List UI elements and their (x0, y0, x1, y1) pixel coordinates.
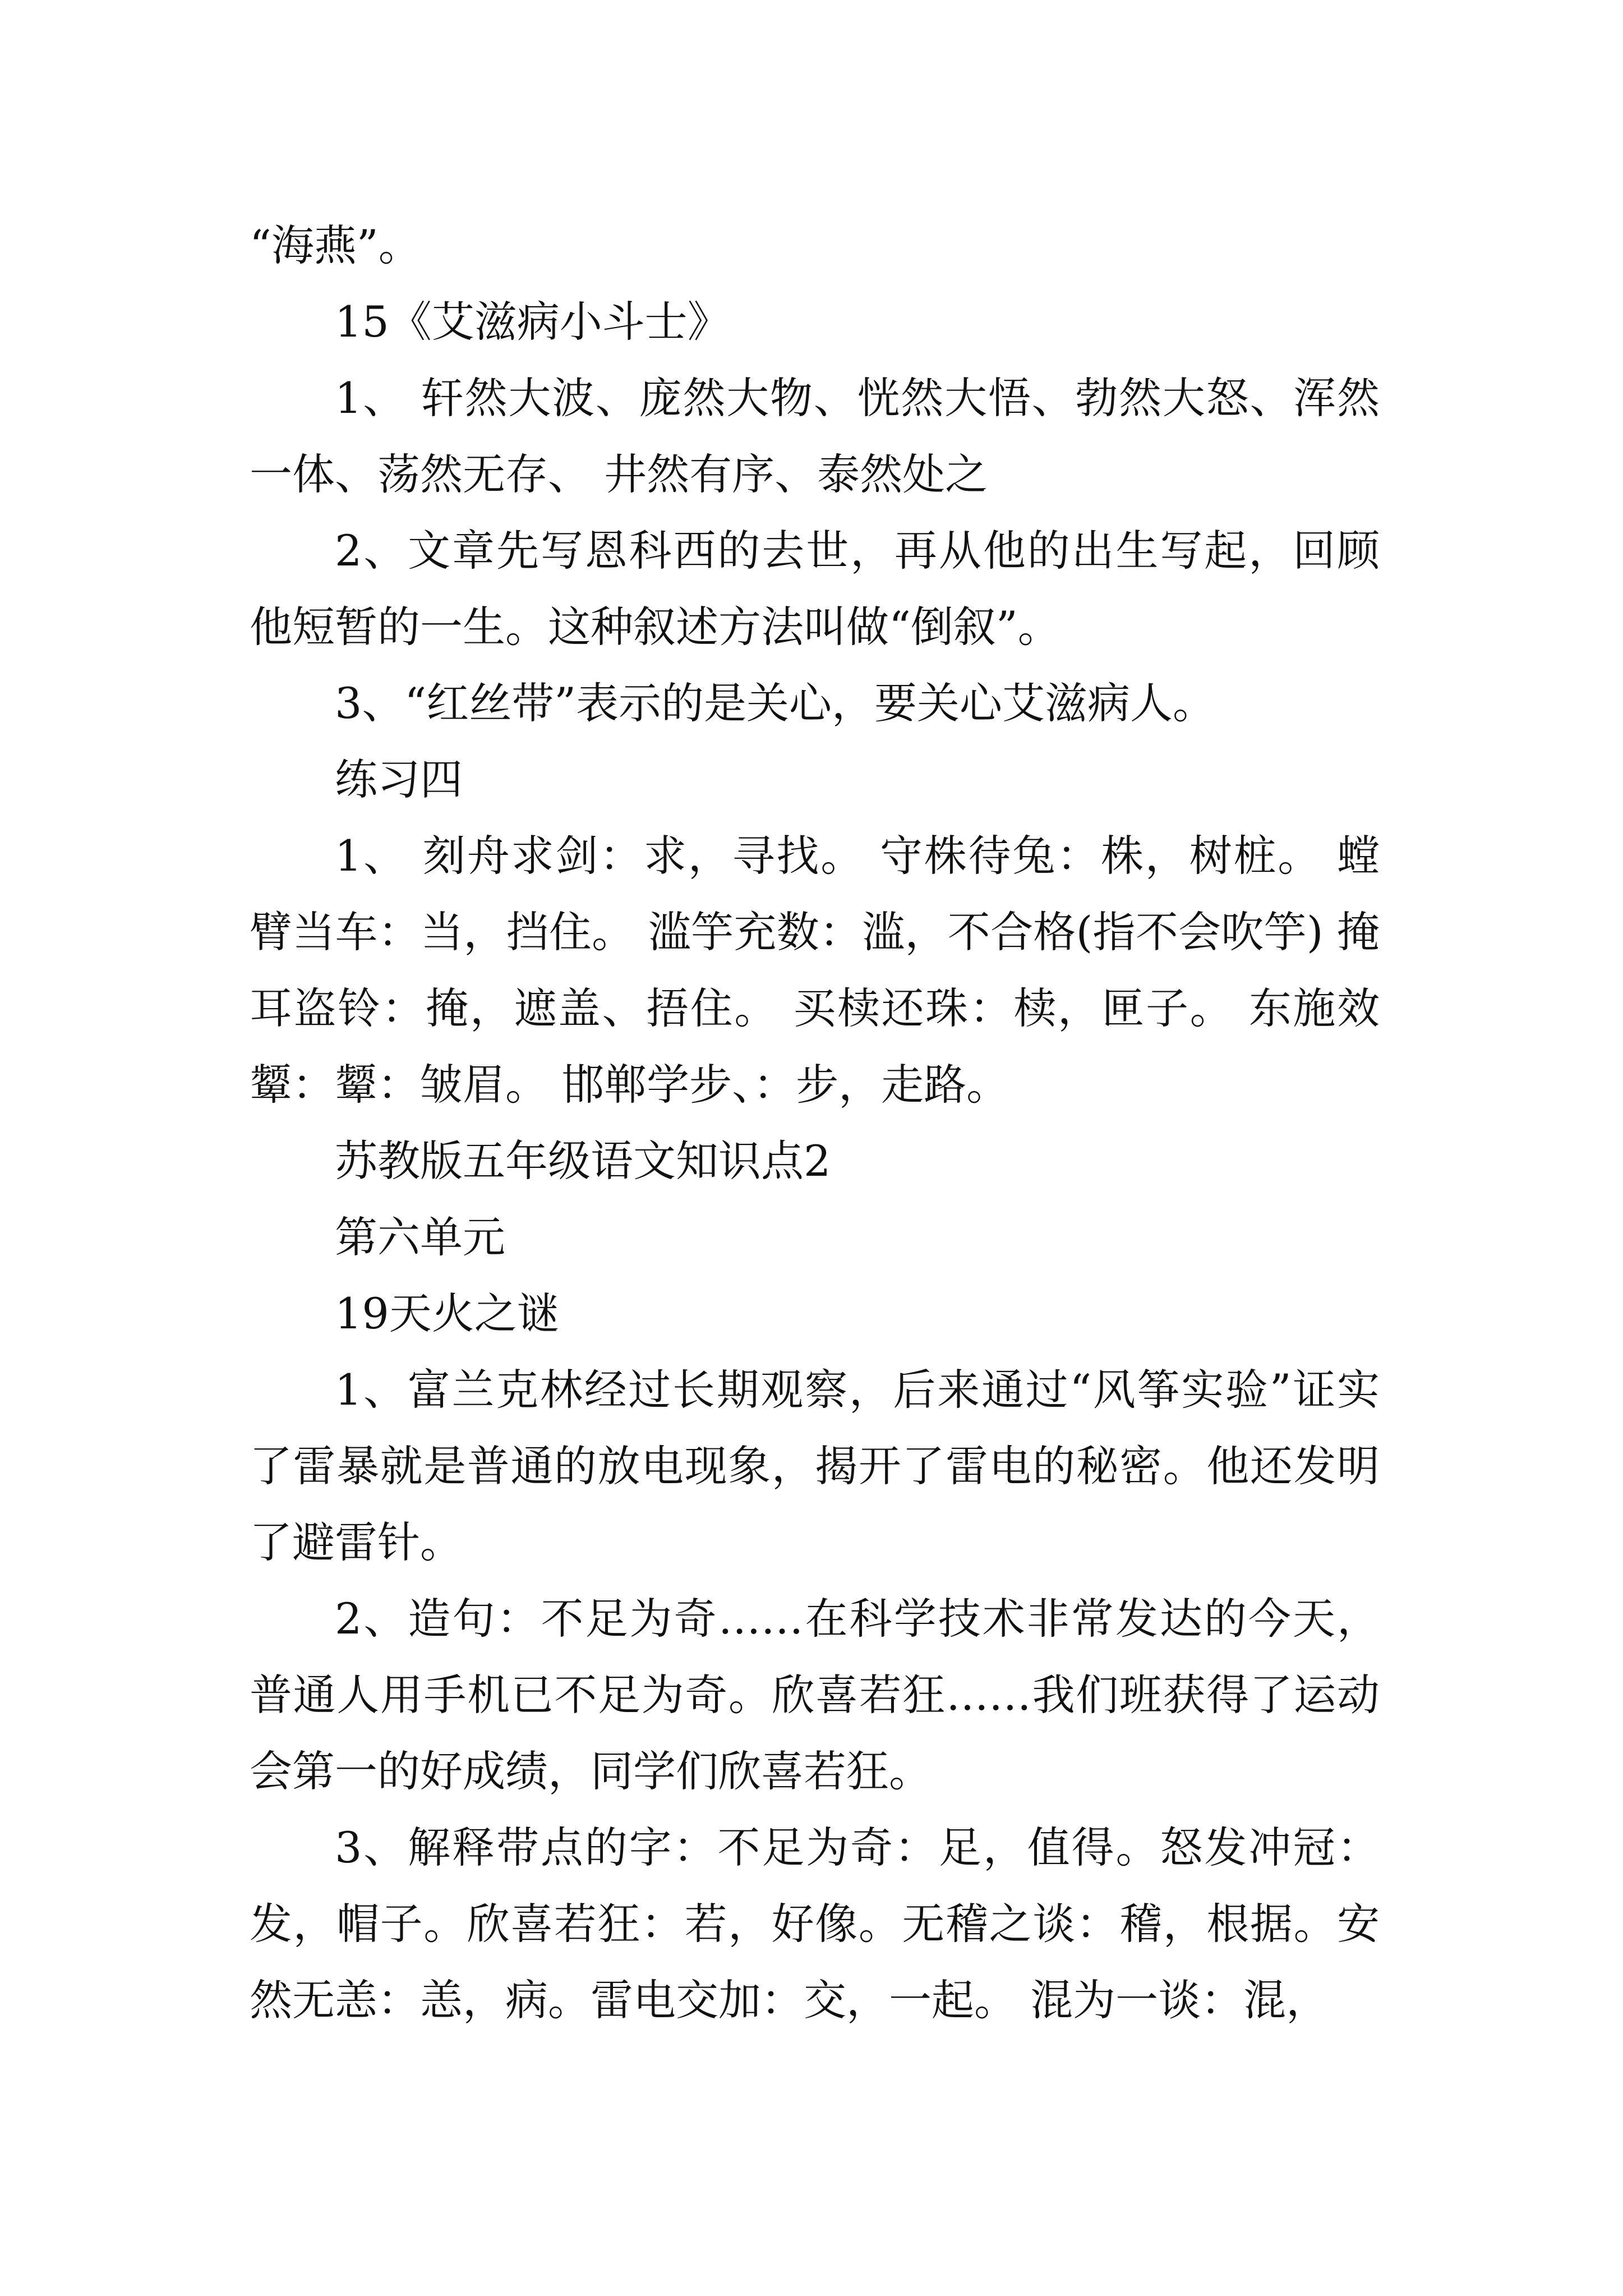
paragraph-item-1: 1、 轩然大波、庞然大物、恍然大悟、勃然大怒、浑然一体、荡然无存、 井然有序、泰然处之 (250, 373, 1380, 499)
section-title-lesson-15: 15《艾滋病小斗士》 (335, 297, 730, 347)
paragraph-item-2: 2、文章先写恩科西的去世，再从他的出生写起，回顾他短暂的一生。这种叙述方法叫做“倒叙”。 (250, 526, 1380, 652)
document-body (250, 208, 1380, 2039)
paragraph-item-3: 3、“红丝带”表示的是关心，要关心艾滋病人。 (335, 678, 1216, 728)
section-title-knowledge-2: 苏教版五年级语文知识点2 (335, 1136, 831, 1186)
paragraph-explanations: 3、解释带点的字：不足为奇：足，值得。怒发冲冠：发，帽子。欣喜若狂：若，好像。无稽之谈：稽，根据。安然无恙：恙，病。雷电交加：交，一起。 混为一谈：混， (250, 1823, 1380, 2025)
section-title-exercise-4: 练习四 (335, 754, 463, 804)
section-title-lesson-19: 19天火之谜 (335, 1289, 560, 1338)
paragraph-continuation: “海燕”。 (250, 220, 421, 270)
paragraph-franklin: 1、富兰克林经过长期观察，后来通过“风筝实验”证实了雷暴就是普通的放电现象，揭开了雷电的秘密。他还发明了避雷针。 (250, 1365, 1380, 1567)
section-title-unit-6: 第六单元 (335, 1212, 505, 1262)
paragraph-idioms: 1、 刻舟求剑：求，寻找。 守株待兔：株，树桩。 螳臂当车：当，挡住。 滥竽充数：滥，不合格(指不会吹竽) 掩耳盗铃：掩，遮盖、捂住。 买椟还珠：椟，匣子。 东施效颦：颦：皱眉。 邯郸学步、：步，走路。 (250, 831, 1380, 1110)
paragraph-sentences: 2、造句：不足为奇……在科学技术非常发达的今天，普通人用手机已不足为奇。欣喜若狂……我们班获得了运动会第一的好成绩，同学们欣喜若狂。 (250, 1594, 1380, 1796)
